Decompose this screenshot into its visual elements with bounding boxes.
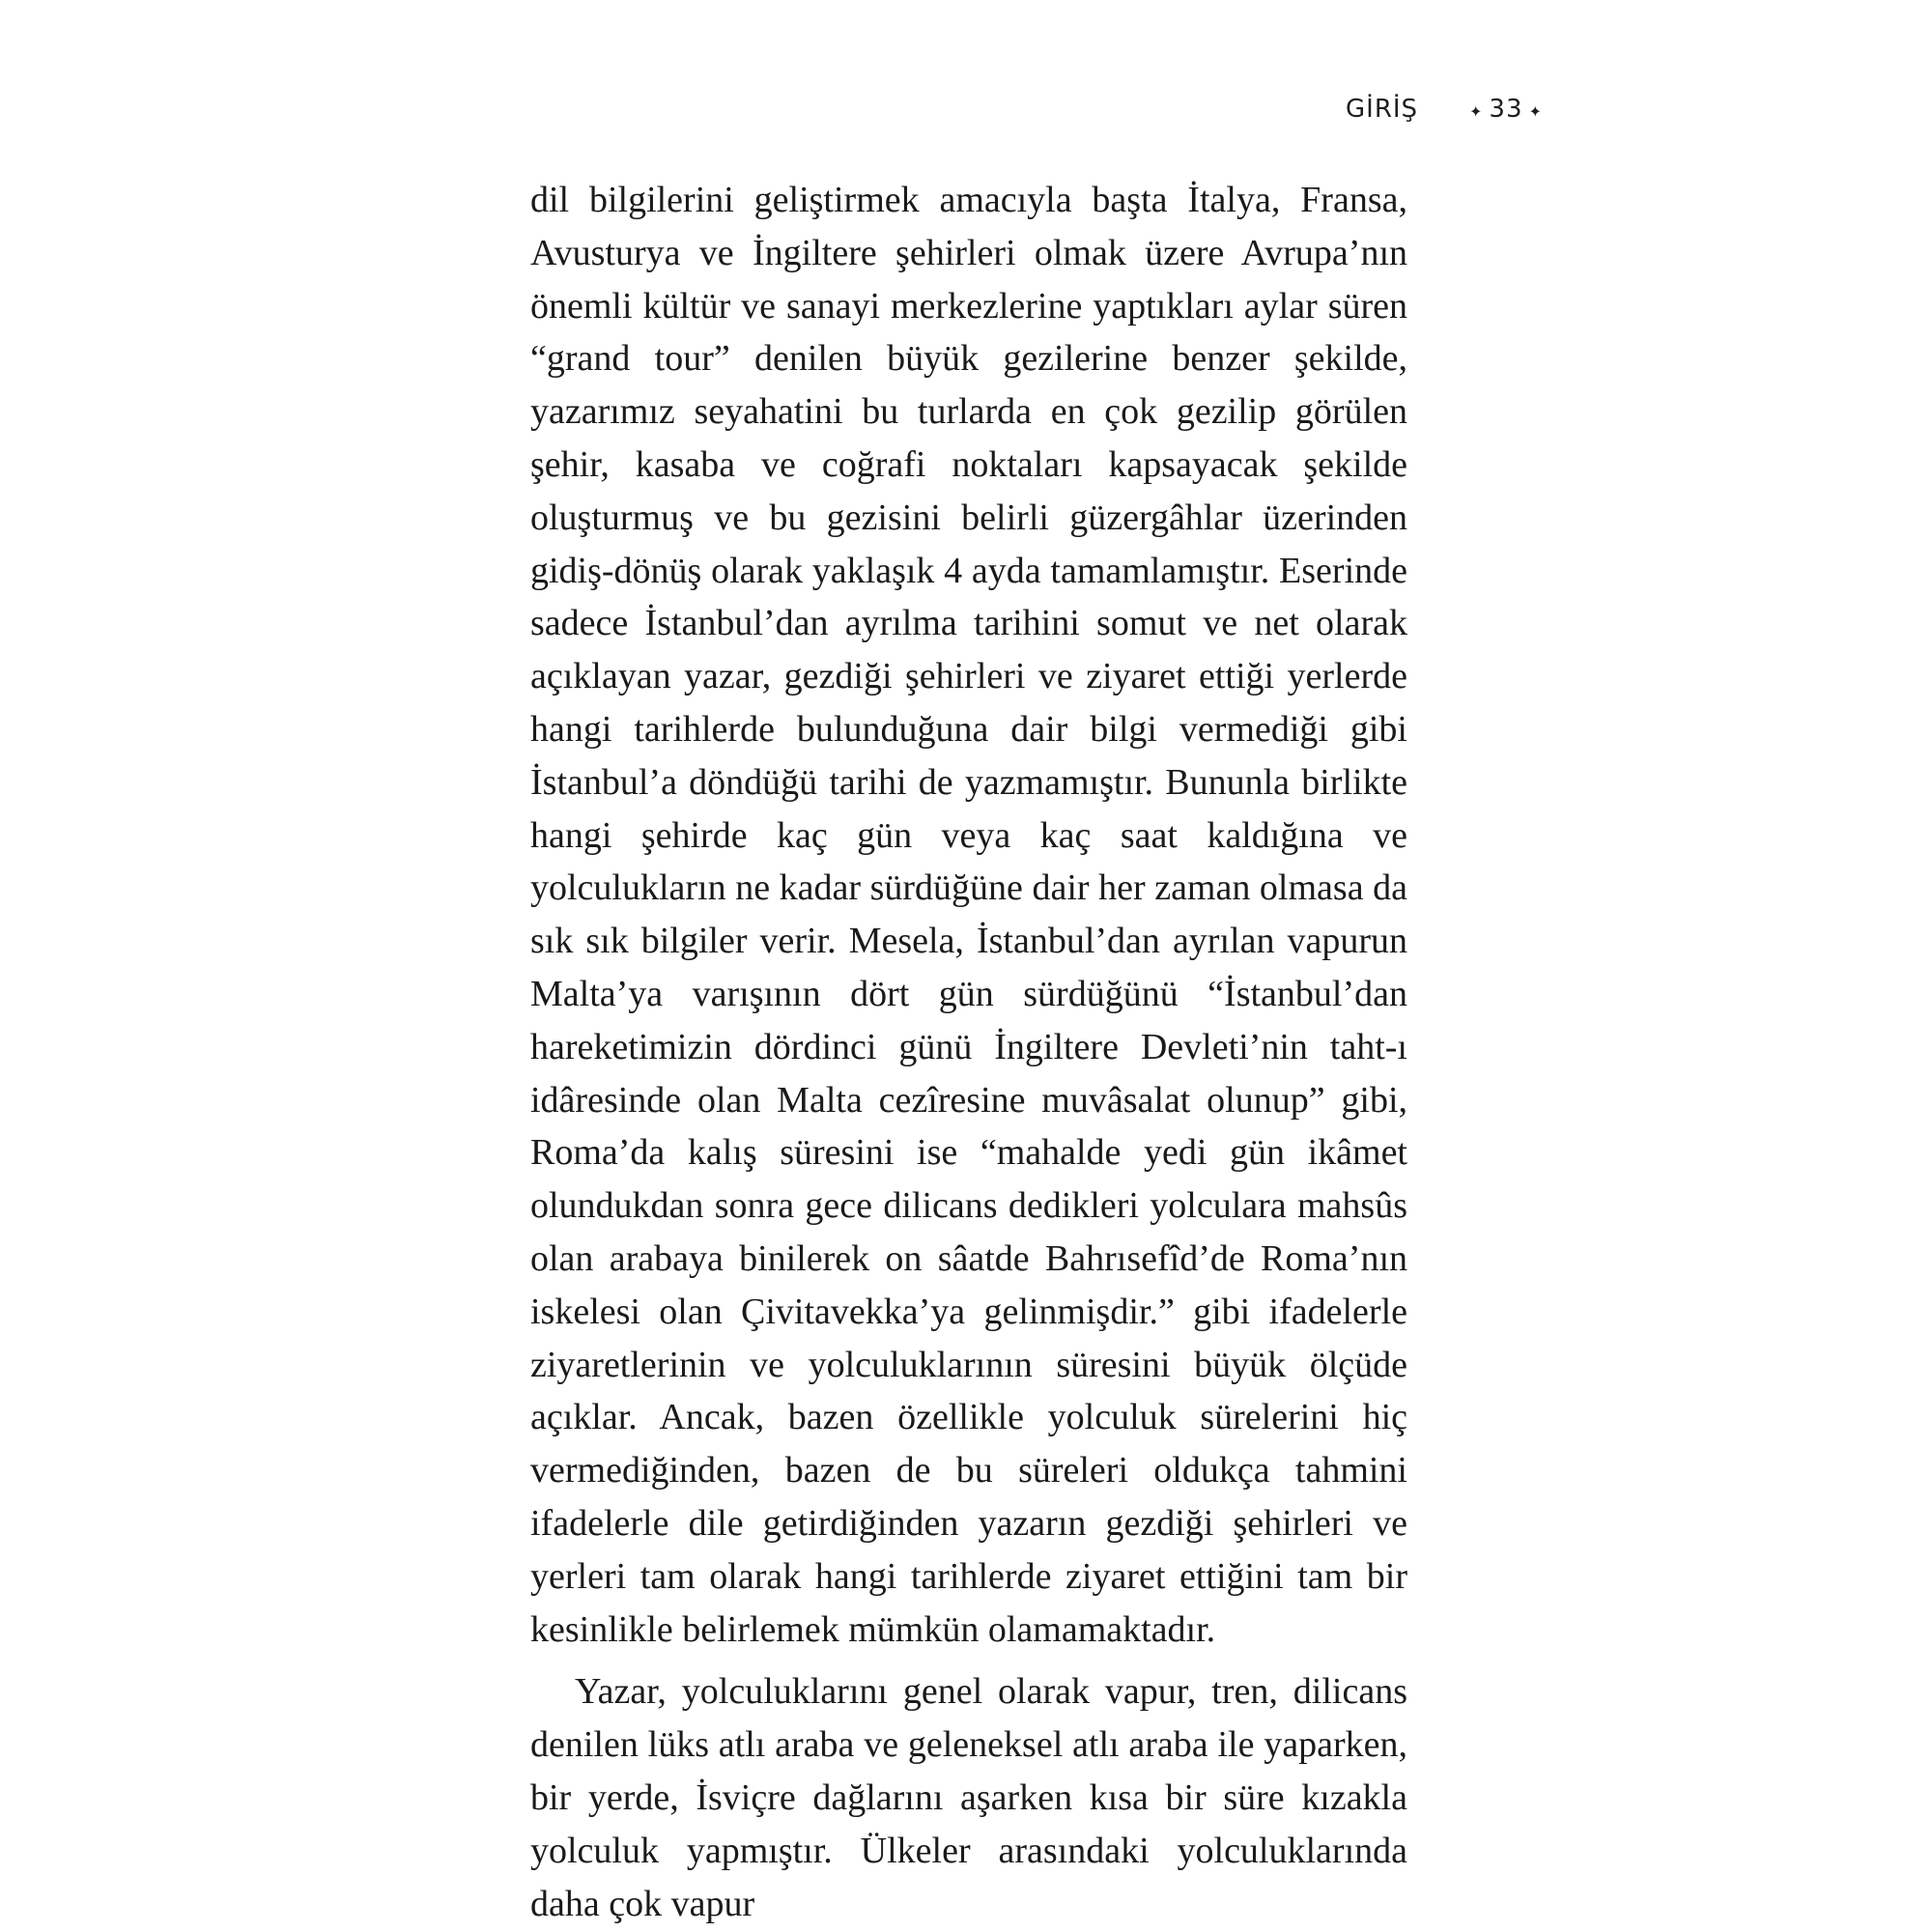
page-number: 33 [1489,95,1523,124]
body-text [530,174,1407,1930]
star-ornament-left-icon: ✦ [1469,102,1484,121]
paragraph: dil bilgilerini geliştirmek amacıyla başta İtalya, Fransa, Avusturya ve İngiltere şehirleri olmak üzere Avrupa’nın önemli kültür ve sanayi merkezlerine yaptıkları aylar süren “grand tour” denilen büyük gezilerine benzer şekilde, yazarımız seyahatini bu turlarda en çok gezilip görülen şehir, kasaba ve coğrafi noktaları kapsayacak şekilde oluşturmuş ve bu gezisini belirli güzergâhlar üzerinden gidiş-dönüş olarak yaklaşık 4 ayda tamamlamıştır. Eserinde sadece İstanbul’dan ayrılma tarihini somut ve net olarak açıklayan yazar, gezdiği şehirleri ve ziyaret ettiği yerlerde hangi tarihlerde bulunduğuna dair bilgi vermediği gibi İstanbul’a döndüğü tarihi de yazmamıştır. Bununla birlikte hangi şehirde kaç gün veya kaç saat kaldığına ve yolculukların ne kadar sürdüğüne dair her zaman olmasa da sık sık bilgiler verir. Mesela, İstanbul’dan ayrılan vapurun Malta’ya varışının dört gün sürdüğünü “İstanbul’dan hareketimizin dördinci günü İngiltere Devleti’nin taht-ı idâresinde olan Malta cezîresine muvâsalat olunup” gibi, Roma’da kalış süresini ise “mahalde yedi gün ikâmet olundukdan sonra gece dilicans dedikleri yolculara mahsûs olan arabaya binilerek on sâatde Bahrısefîd’de Roma’nın iskelesi olan Çivitavekka’ya gelinmişdir.” gibi ifadelerle ziyaretlerinin ve yolculuklarının süresini büyük ölçüde açıklar. Ancak, bazen özellikle yolculuk sürelerini hiç vermediğinden, bazen de bu süreleri oldukça tahmini ifadelerle dile getirdiğinden yazarın gezdiği şehirleri ve yerleri tam olarak hangi tarihlerde ziyaret ettiğini tam bir kesinlikle belirlemek mümkün olamamaktadır. [530,180,1407,1650]
running-head [1338,95,1570,133]
section-title: GİRİŞ [1346,95,1419,124]
page-number-group [1463,95,1548,124]
paragraph: Yazar, yolculuklarını genel olarak vapur, tren, dilicans denilen lüks atlı araba ve geleneksel atlı araba ile yaparken, bir yerde, İsviçre dağlarını aşarken kısa bir süre kızakla yolculuk yapmıştır. Ülkeler arasındaki yolculuklarında daha çok vapur [530,1671,1407,1924]
star-ornament-right-icon: ✦ [1528,102,1543,121]
